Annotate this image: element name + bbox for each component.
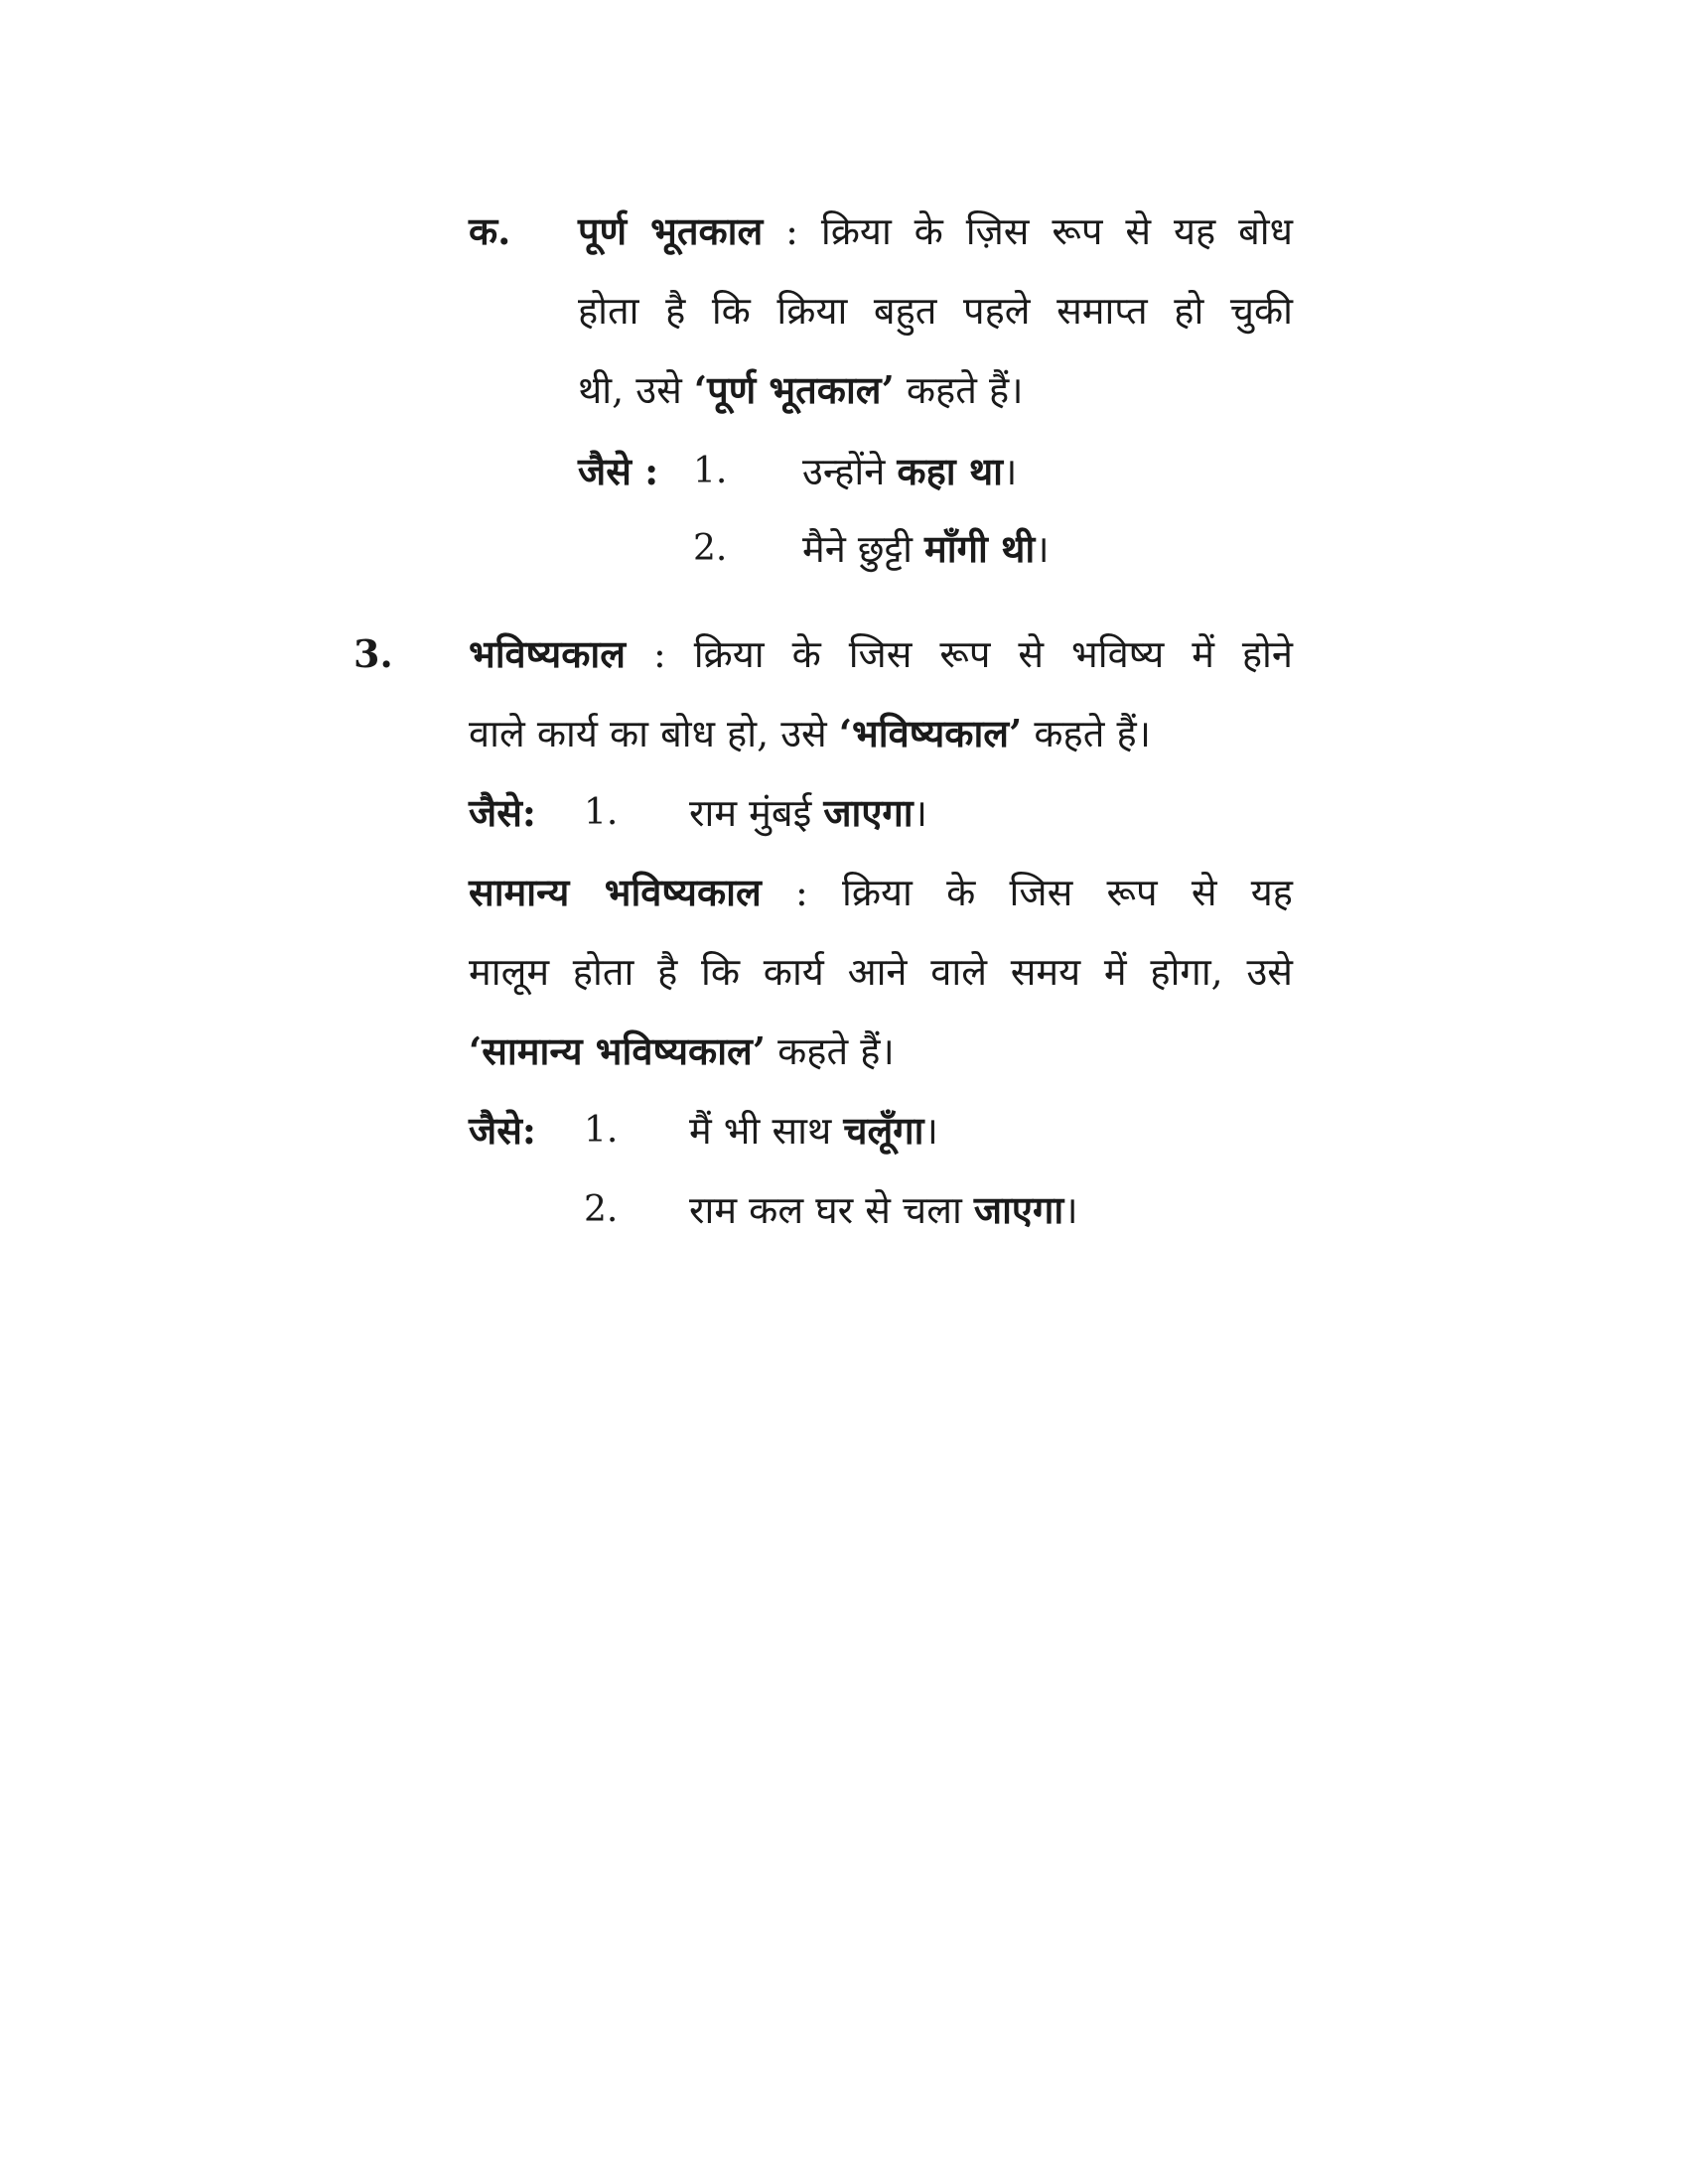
example-label: जैसे : bbox=[578, 449, 659, 493]
definition-line: मालूम होता है कि कार्य आने वाले समय में होगा, उसे bbox=[469, 950, 1293, 994]
example-label: जैसे: bbox=[469, 790, 536, 835]
definition-line bbox=[469, 870, 1293, 915]
term-heading: सामान्य भविष्यकाल bbox=[469, 870, 762, 914]
example-sentence: उन्होंने कहा था। bbox=[802, 449, 1018, 493]
definition-text: थी, उसे bbox=[578, 368, 694, 412]
example-number: 1. bbox=[584, 792, 619, 833]
example-sentence: मैं भी साथ चलूँगा। bbox=[689, 1108, 938, 1153]
definition-text: : क्रिया के ज़िस रूप से यह बोध bbox=[763, 209, 1294, 253]
term-quoted: ‘भविष्यकाल’ bbox=[838, 711, 1023, 755]
definition-line bbox=[578, 208, 1293, 254]
definition-line: वाले कार्य का बोध हो, उसे ‘भविष्यकाल’ कहते हैं। bbox=[469, 711, 1152, 755]
section-number: 3. bbox=[353, 631, 393, 676]
example-sentence: राम कल घर से चला जाएगा। bbox=[689, 1187, 1078, 1232]
term-quoted: ‘पूर्ण भूतकाल’ bbox=[693, 367, 895, 412]
definition-line: ‘सामान्य भविष्यकाल’ कहते हैं। bbox=[469, 1028, 895, 1073]
definition-line bbox=[578, 367, 1024, 413]
example-sentence: राम मुंबई जाएगा। bbox=[689, 790, 928, 835]
definition-text: कहते हैं। bbox=[894, 368, 1024, 412]
example-number: 2. bbox=[584, 1189, 619, 1230]
term-heading: भविष्यकाल bbox=[469, 631, 627, 676]
example-number: 1. bbox=[693, 451, 728, 491]
term-heading: पूर्ण भूतकाल bbox=[578, 208, 764, 253]
example-label: जैसे: bbox=[469, 1108, 536, 1153]
example-number: 2. bbox=[693, 528, 728, 569]
definition-text: : क्रिया के जिस रूप से भविष्य में होने bbox=[626, 632, 1293, 676]
definition-line: होता है कि क्रिया बहुत पहले समाप्त हो चुकी bbox=[578, 289, 1293, 333]
example-number: 1. bbox=[584, 1110, 619, 1151]
subsection-marker: क. bbox=[469, 208, 511, 253]
definition-line bbox=[469, 631, 1293, 677]
term-quoted: ‘सामान्य भविष्यकाल’ bbox=[469, 1028, 767, 1073]
definition-text: : क्रिया के जिस रूप से यह bbox=[761, 871, 1293, 914]
example-sentence: मैने छुट्टी माँगी थी। bbox=[802, 526, 1050, 571]
